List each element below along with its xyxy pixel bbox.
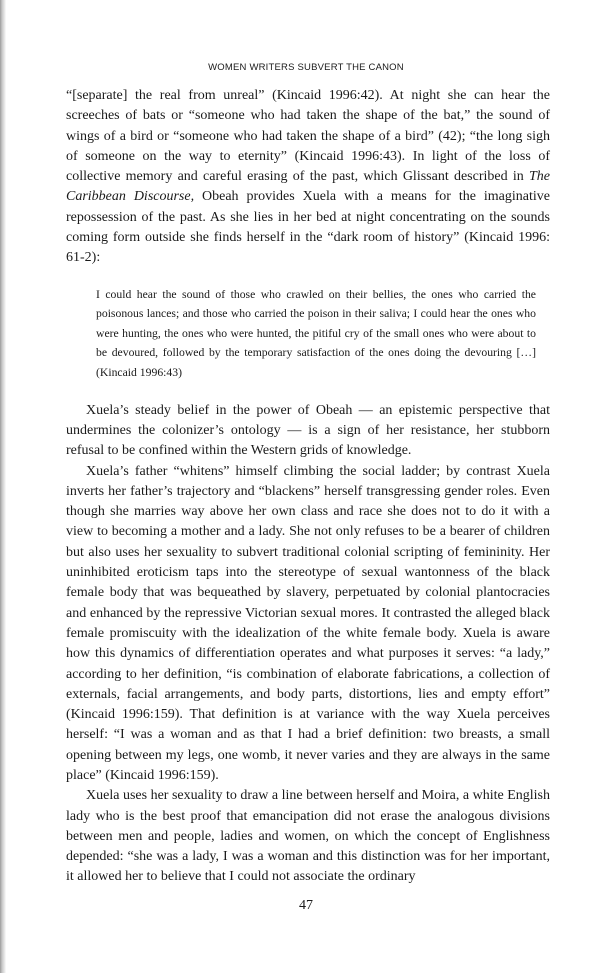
- paragraph-1-part-2: Obeah provides Xuela with a means for the imaginative repossession of the past. As she lies in her bed at night concentrating on the sounds coming form outside she finds herself in the “dark room of history” (Kincaid 1996: 61-2):: [66, 189, 550, 266]
- block-quote: I could hear the sound of those who crawled on their bellies, the ones who carried the poisonous lances; and those who carried the poison in their saliva; I could hear the ones who were hunting, the ones who were hunted, the pitiful cry of the small ones who were about to be devoured, followed by the temporary satisfaction of the ones doing the devouring […] (Kincaid 1996:43): [96, 287, 536, 380]
- book-title: The Caribbean Discourse,: [66, 169, 550, 205]
- page-number: 47: [299, 898, 313, 913]
- paragraph-4: Xuela uses her sexuality to draw a line between herself and Moira, a white English lady who is the best proof that emancipation did not erase the analogous divisions between men and people, ladies and women, on which the concept of Englishness depended: “she was a lady, I was a woman and this distinction was for her important, it allowed her to believe that I could not associate the ordinary: [66, 788, 550, 885]
- paragraph-2: Xuela’s steady belief in the power of Obeah — an epistemic perspective that undermines the colonizer’s ontology — is a sign of her resistance, her stubborn refusal to be confined within the Western grids of knowledge.: [66, 402, 550, 459]
- paragraph-1-part-1: “[separate] the real from unreal” (Kincaid 1996:42). At night she can hear the screeches of bats or “someone who had taken the shape of the bat,” the sound of wings of a bird or “someone who had taken the shape of a bird” (42); “the long sigh of someone on the way to eternity” (Kincaid 1996:43). In light of the loss of collective memory and careful erasing of the past, which Glissant described in: [66, 88, 550, 185]
- body-text: [66, 86, 550, 888]
- scan-spine-shadow: [0, 0, 6, 973]
- paragraph-3: Xuela’s father “whitens” himself climbing the social ladder; by contrast Xuela inverts her father’s trajectory and “blackens” herself transgressing gender roles. Even though she marries way above her own class and race she does not to do it with a view to becoming a mother and a lady. She not only refuses to be a bearer of children but also uses her sexuality to subvert traditional colonial scripting of femininity. Her uninhibited eroticism taps into the stereotype of sexual wantonness of the black female body that was bequeathed by slavery, perpetuated by colonial plantocracies and enhanced by the repressive Victorian sexual mores. It contrasted the alleged black female promiscuity with the idealization of the white female body. Xuela is aware how this dynamics of differentiation operates and what purposes it serves: “a lady,” according to her definition, “is combination of elaborate fabrications, a collection of externals, facial arrangements, and body parts, distortions, lies and empty effort” (Kincaid 1996:159). That definition is at variance with the way Xuela perceives herself: “I was a woman and as that I had a brief definition: two breasts, a small opening between my legs, one womb, it never varies and they are always in the same place” (Kincaid 1996:159).: [66, 463, 550, 783]
- running-head: WOMEN WRITERS SUBVERT THE CANON: [208, 62, 404, 73]
- paragraph-1: [66, 86, 550, 269]
